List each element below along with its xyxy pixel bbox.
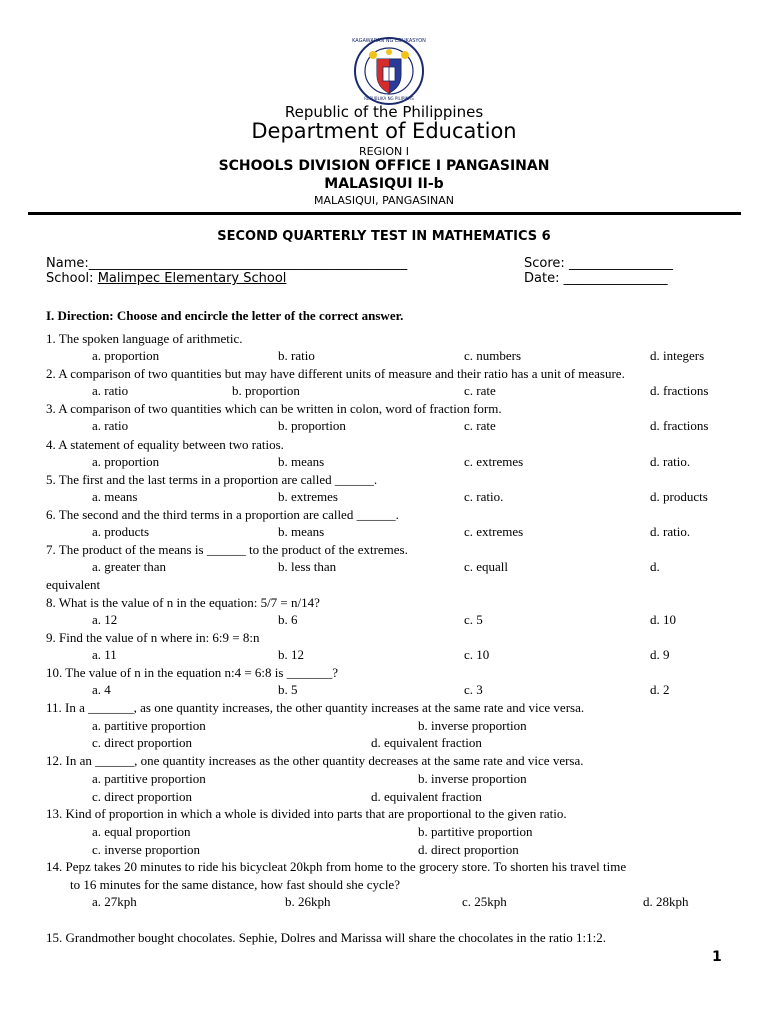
q5-option-a[interactable]: a. means [92, 489, 138, 504]
q12-option-d[interactable]: d. equivalent fraction [371, 789, 482, 804]
question-6: 6. The second and the third terms in a proportion are called ______. [46, 507, 399, 522]
q3-option-b[interactable]: b. proportion [278, 418, 346, 433]
q9-option-c[interactable]: c. 10 [464, 647, 490, 662]
region-name: REGION I [359, 145, 409, 158]
school-field[interactable] [46, 271, 286, 286]
q7-option-a[interactable]: a. greater than [92, 559, 166, 574]
q8-option-a[interactable]: a. 12 [92, 612, 118, 627]
q7-option-d[interactable]: d. [650, 559, 660, 574]
score-field[interactable] [524, 256, 673, 271]
q9-option-a[interactable]: a. 11 [92, 647, 117, 662]
question-9: 9. Find the value of n where in: 6:9 = 8:n [46, 630, 260, 645]
question-13: 13. Kind of proportion in which a whole is divided into parts that are proportional to the given ratio. [46, 806, 567, 821]
q8-option-c[interactable]: c. 5 [464, 612, 483, 627]
q8-option-d[interactable]: d. 10 [650, 612, 676, 627]
q11-option-c[interactable]: c. direct proportion [92, 735, 192, 750]
q2-option-d[interactable]: d. fractions [650, 383, 709, 398]
q11-option-b[interactable]: b. inverse proportion [418, 718, 527, 733]
seal-bottom-text: REPUBLIKA NG PILIPINAS [364, 96, 414, 101]
q5-option-c[interactable]: c. ratio. [464, 489, 504, 504]
date-label: Date: [524, 271, 560, 286]
q4-option-b[interactable]: b. means [278, 454, 325, 469]
question-11: 11. In a _______, as one quantity increases, the other quantity increases at the same rate and vice versa. [46, 700, 585, 715]
question-10: 10. The value of n in the equation n:4 = 6:8 is _______? [46, 665, 338, 680]
school-label: School: [46, 271, 94, 286]
country-name: Republic of the Philippines [284, 103, 484, 121]
q1-option-a[interactable]: a. proportion [92, 348, 160, 363]
q1-option-b[interactable]: b. ratio [278, 348, 315, 363]
q13-option-a[interactable]: a. equal proportion [92, 824, 191, 839]
q1-option-d[interactable]: d. integers [650, 348, 705, 363]
header-divider [28, 212, 741, 215]
q2-option-a[interactable]: a. ratio [92, 383, 129, 398]
q7-option-c[interactable]: c. equall [464, 559, 509, 574]
location-name: MALASIQUI, PANGASINAN [313, 194, 455, 207]
school-value: Malimpec Elementary School [97, 271, 287, 286]
date-line: ________________ [563, 271, 668, 286]
question-5: 5. The first and the last terms in a proportion are called ______. [46, 472, 378, 487]
q14-option-b[interactable]: b. 26kph [285, 894, 331, 909]
seal-top-text: KAGAWARAN NG EDUKASYON [352, 38, 426, 44]
q4-option-d[interactable]: d. ratio. [650, 454, 691, 469]
q7-option-d-wrap: equivalent [46, 577, 101, 592]
test-title: SECOND QUARTERLY TEST IN MATHEMATICS 6 [217, 229, 551, 244]
q10-option-a[interactable]: a. 4 [92, 682, 111, 697]
division-name: SCHOOLS DIVISION OFFICE I PANGASINAN [218, 158, 550, 174]
q2-option-c[interactable]: c. rate [464, 383, 496, 398]
q6-option-b[interactable]: b. means [278, 524, 325, 539]
score-label: Score: [524, 256, 565, 271]
q11-option-d[interactable]: d. equivalent fraction [371, 735, 482, 750]
q6-option-c[interactable]: c. extremes [464, 524, 524, 539]
question-8: 8. What is the value of n in the equation: 5/7 = n/14? [46, 595, 320, 610]
q7-option-b[interactable]: b. less than [278, 559, 337, 574]
q12-option-c[interactable]: c. direct proportion [92, 789, 192, 804]
date-field[interactable] [524, 271, 668, 286]
question-12: 12. In an ______, one quantity increases as the other quantity decreases at the same rate and vice versa. [46, 753, 584, 768]
q10-option-d[interactable]: d. 2 [650, 682, 670, 697]
q8-option-b[interactable]: b. 6 [278, 612, 298, 627]
direction-text: I. Direction: Choose and encircle the letter of the correct answer. [46, 308, 404, 323]
q1-option-c[interactable]: c. numbers [464, 348, 522, 363]
question-14-continued: to 16 minutes for the same distance, how fast should she cycle? [70, 877, 400, 892]
question-2: 2. A comparison of two quantities but may have different units of measure and their ratio has a unit of measure. [46, 366, 625, 381]
q10-option-c[interactable]: c. 3 [464, 682, 483, 697]
page-number: 1 [712, 949, 722, 965]
q11-option-a[interactable]: a. partitive proportion [92, 718, 206, 733]
q13-option-b[interactable]: b. partitive proportion [418, 824, 533, 839]
q4-option-a[interactable]: a. proportion [92, 454, 160, 469]
department-name: Department of Education [251, 119, 517, 143]
q3-option-a[interactable]: a. ratio [92, 418, 129, 433]
q13-option-c[interactable]: c. inverse proportion [92, 842, 200, 857]
q14-option-d[interactable]: d. 28kph [643, 894, 689, 909]
q4-option-c[interactable]: c. extremes [464, 454, 524, 469]
q14-option-c[interactable]: c. 25kph [462, 894, 507, 909]
question-14: 14. Pepz takes 20 minutes to ride his bicycleat 20kph from home to the grocery store. To shorten his travel time [46, 859, 627, 874]
q5-option-d[interactable]: d. products [650, 489, 708, 504]
question-3: 3. A comparison of two quantities which can be written in colon, word of fraction form. [46, 401, 502, 416]
name-line: _________________________________________________ [88, 256, 408, 271]
name-field[interactable] [46, 256, 407, 271]
score-line: ________________ [568, 256, 673, 271]
q3-option-d[interactable]: d. fractions [650, 418, 709, 433]
q9-option-d[interactable]: d. 9 [650, 647, 670, 662]
question-7: 7. The product of the means is ______ to the product of the extremes. [46, 542, 408, 557]
q6-option-d[interactable]: d. ratio. [650, 524, 691, 539]
q9-option-b[interactable]: b. 12 [278, 647, 304, 662]
q13-option-d[interactable]: d. direct proportion [418, 842, 519, 857]
q5-option-b[interactable]: b. extremes [278, 489, 338, 504]
q10-option-b[interactable]: b. 5 [278, 682, 298, 697]
district-name: MALASIQUI II-b [324, 176, 444, 192]
question-1: 1. The spoken language of arithmetic. [46, 331, 243, 346]
name-label: Name: [46, 256, 89, 271]
q2-option-b[interactable]: b. proportion [232, 383, 300, 398]
q14-option-a[interactable]: a. 27kph [92, 894, 137, 909]
q6-option-a[interactable]: a. products [92, 524, 150, 539]
q3-option-c[interactable]: c. rate [464, 418, 496, 433]
question-15: 15. Grandmother bought chocolates. Sephie, Dolres and Marissa will share the chocolates in the ratio 1:1:2. [46, 930, 606, 945]
q12-option-a[interactable]: a. partitive proportion [92, 771, 206, 786]
question-4: 4. A statement of equality between two ratios. [46, 437, 284, 452]
q12-option-b[interactable]: b. inverse proportion [418, 771, 527, 786]
